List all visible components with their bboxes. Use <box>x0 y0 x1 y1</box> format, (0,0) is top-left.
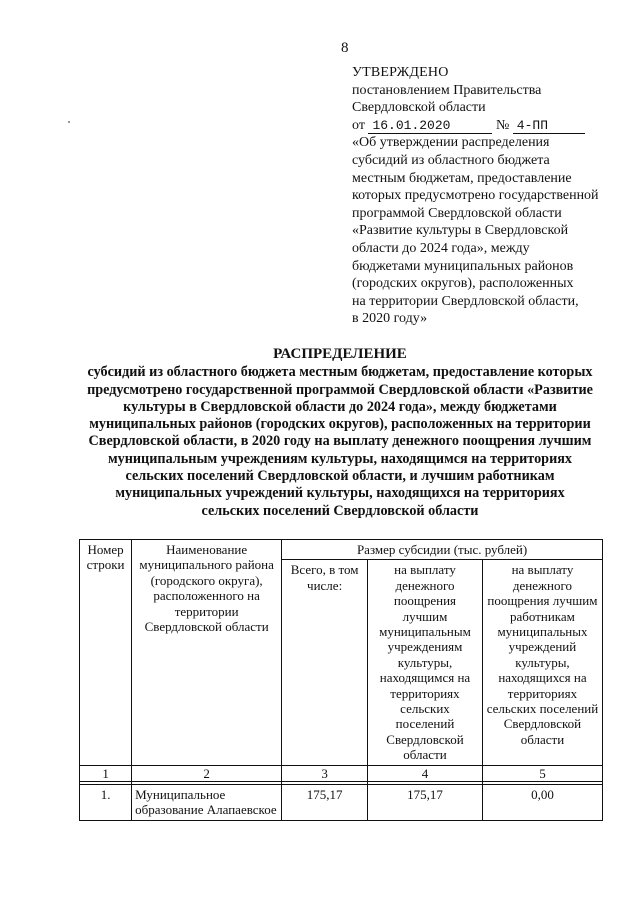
approval-subject-line: области до 2024 года», между <box>352 240 530 256</box>
approval-subject-line: которых предусмотрено государственной <box>352 188 599 204</box>
heading-line: сельских поселений Свердловской области <box>201 502 479 519</box>
header-workers: на выплату денежного поощрения лучшим работникам муниципальных учреждений культуры, находящихся на территориях сельских поселений Свердловской области <box>482 560 602 765</box>
scan-speck <box>68 121 70 123</box>
date-prefix: от <box>352 117 365 133</box>
header-institutions: на выплату денежного поощрения лучшим муниципальным учреждениям культуры, находящимся на территориях сельских поселений Свердловской области <box>368 560 483 765</box>
approval-line-2: Свердловской области <box>352 100 486 116</box>
approval-number: 4-ПП <box>513 119 585 134</box>
heading-line: предусмотрено государственной программой Свердловской области «Развитие <box>87 381 593 398</box>
document-heading <box>40 346 640 520</box>
column-index: 5 <box>482 765 602 781</box>
column-index-row <box>80 765 603 781</box>
header-row-number: Номер строки <box>80 540 132 766</box>
approval-subject-line: программой Свердловской области <box>352 205 562 221</box>
page-number: 8 <box>341 40 349 56</box>
approval-title: УТВЕРЖДЕНО <box>352 65 449 80</box>
row-institutions: 175,17 <box>368 784 483 820</box>
number-prefix: № <box>495 117 510 133</box>
header-total: Всего, в том числе: <box>282 560 368 765</box>
heading-line: муниципальных районов (городских округов), расположенных на территории <box>89 416 591 433</box>
document-title: РАСПРЕДЕЛЕНИЕ <box>273 346 407 362</box>
approval-subject-line: бюджетами муниципальных районов <box>352 258 574 274</box>
column-index: 2 <box>132 765 282 781</box>
header-municipality: Наименование муниципального района (городского округа), расположенного на территории Свердловской области <box>132 540 282 766</box>
approval-subject-line: в 2020 году» <box>352 311 428 327</box>
heading-line: Свердловской области, в 2020 году на выплату денежного поощрения лучшим <box>88 433 592 450</box>
heading-line: муниципальным учреждениям культуры, находящимся на территориях <box>107 450 573 467</box>
approval-subject-line: местным бюджетам, предоставление <box>352 170 572 186</box>
heading-line: сельских поселений Свердловской области, и лучшим работникам <box>125 468 555 485</box>
approval-date: 16.01.2020 <box>368 119 492 134</box>
column-index: 3 <box>282 765 368 781</box>
heading-line: муниципальных учреждений культуры, находящихся на территориях <box>115 485 565 502</box>
approval-date-line <box>352 117 632 135</box>
approval-subject-line: на территории Свердловской области, <box>352 293 579 309</box>
row-workers: 0,00 <box>482 784 602 820</box>
approval-block <box>352 64 632 328</box>
subsidy-table <box>79 539 603 821</box>
approval-subject-line: (городских округов), расположенных <box>352 276 574 292</box>
approval-subject-line: «Развитие культуры в Свердловской <box>352 223 569 239</box>
row-number: 1. <box>80 784 132 820</box>
table-header-row <box>80 540 603 560</box>
row-total: 175,17 <box>282 784 368 820</box>
approval-subject-line: субсидий из областного бюджета <box>352 152 550 168</box>
heading-line: субсидий из областного бюджета местным бюджетам, предоставление которых <box>87 364 593 381</box>
heading-line: культуры в Свердловской области до 2024 года», между бюджетами <box>123 398 557 415</box>
table-row <box>80 784 603 820</box>
header-subsidy-group: Размер субсидии (тыс. рублей) <box>282 540 603 560</box>
row-municipality: Муниципальное образование Алапаевское <box>132 784 282 820</box>
column-index: 1 <box>80 765 132 781</box>
column-index: 4 <box>368 765 483 781</box>
approval-line-1: постановлением Правительства <box>352 82 542 98</box>
approval-subject-line: «Об утверждении распределения <box>352 135 550 151</box>
